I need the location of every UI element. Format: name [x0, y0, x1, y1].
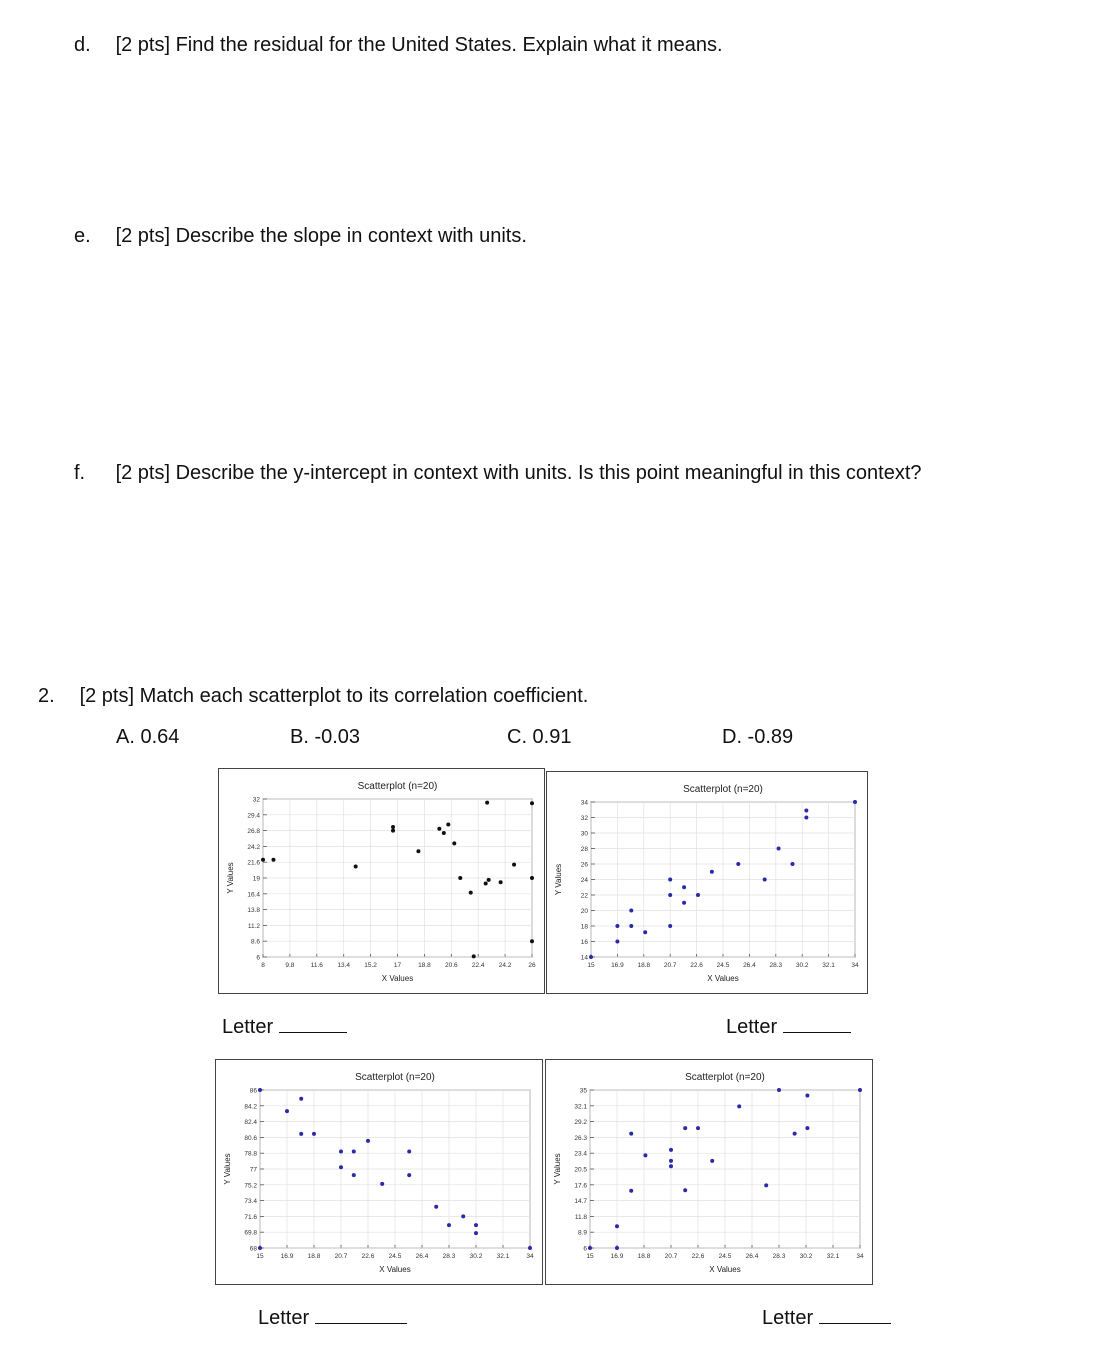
y-tick-label: 19	[252, 875, 260, 883]
y-tick-label: 8.9	[577, 1229, 587, 1237]
x-tick-label: 8	[261, 962, 265, 969]
data-point	[474, 1223, 478, 1227]
scatterplot-2-svg	[547, 772, 867, 993]
data-point	[764, 1183, 768, 1187]
x-tick-label: 16.9	[610, 1253, 624, 1260]
scatterplot-3-svg	[216, 1060, 542, 1284]
x-tick-label: 22.6	[691, 1253, 705, 1260]
y-axis-label: Y Values	[554, 863, 563, 896]
y-axis-label: Y Values	[553, 1153, 562, 1185]
data-point	[858, 1088, 862, 1092]
data-point	[589, 955, 593, 959]
y-tick-label: 35	[579, 1087, 587, 1095]
data-point	[696, 893, 700, 897]
data-point	[416, 849, 420, 853]
x-tick-label: 28.3	[772, 1253, 786, 1260]
x-tick-label: 18.8	[418, 962, 431, 969]
x-tick-label: 16.9	[280, 1253, 294, 1260]
y-tick-label: 80.6	[244, 1134, 257, 1142]
data-point	[669, 1159, 673, 1163]
letter-label-1: Letter	[222, 1016, 274, 1038]
x-tick-label: 24.5	[718, 1253, 732, 1260]
y-tick-label: 26.3	[574, 1134, 587, 1142]
data-point	[285, 1109, 289, 1113]
x-tick-label: 28.3	[442, 1253, 456, 1260]
question-e	[74, 225, 527, 248]
data-point	[668, 893, 672, 897]
x-tick-label: 22.4	[471, 962, 485, 969]
y-tick-label: 77	[249, 1166, 257, 1174]
data-point	[446, 823, 450, 827]
x-tick-label: 30.2	[795, 962, 809, 969]
data-point	[643, 930, 647, 934]
data-point	[669, 1148, 673, 1152]
y-tick-label: 26.8	[247, 828, 260, 836]
data-point	[487, 878, 491, 882]
problem-2-label: 2.	[38, 685, 55, 707]
letter-blank-2[interactable]	[726, 1016, 851, 1039]
chart-title: Scatterplot (n=20)	[355, 1072, 435, 1083]
data-point	[804, 809, 808, 813]
y-tick-label: 6	[256, 954, 260, 962]
y-tick-label: 21.6	[247, 859, 260, 867]
y-tick-label: 84.2	[244, 1103, 257, 1111]
y-tick-label: 16	[580, 939, 588, 946]
y-tick-label: 20.5	[574, 1166, 587, 1174]
data-point	[615, 1224, 619, 1228]
x-tick-label: 15	[256, 1253, 264, 1260]
x-tick-label: 24.5	[716, 962, 730, 969]
data-point	[437, 827, 441, 831]
y-tick-label: 18	[580, 923, 588, 931]
x-tick-label: 15	[586, 1253, 594, 1260]
data-point	[629, 924, 633, 928]
y-tick-label: 34	[580, 799, 588, 807]
y-tick-label: 32	[580, 815, 588, 822]
scatterplot-1-svg	[219, 769, 544, 993]
data-point	[736, 862, 740, 866]
x-tick-label: 22.6	[690, 962, 703, 969]
data-point	[615, 924, 619, 928]
y-tick-label: 11.8	[574, 1213, 587, 1221]
data-point	[530, 801, 534, 805]
x-tick-label: 30.2	[469, 1253, 483, 1260]
y-tick-label: 32.1	[574, 1103, 587, 1111]
letter-line-1[interactable]	[279, 1016, 347, 1033]
y-tick-label: 6	[583, 1245, 587, 1253]
data-point	[271, 858, 275, 862]
y-tick-label: 68	[249, 1245, 257, 1253]
data-point	[668, 878, 672, 882]
chart-title: Scatterplot (n=20)	[685, 1072, 765, 1083]
x-tick-label: 18.8	[307, 1253, 321, 1260]
data-point	[683, 1188, 687, 1192]
x-tick-label: 32.1	[822, 962, 835, 969]
data-point	[629, 909, 633, 913]
x-tick-label: 11.6	[310, 962, 323, 969]
data-point	[696, 1126, 700, 1130]
data-point	[258, 1088, 262, 1092]
letter-blank-1[interactable]	[222, 1016, 347, 1039]
x-tick-label: 18.8	[637, 1253, 651, 1260]
x-tick-label: 34	[526, 1253, 534, 1260]
data-point	[530, 876, 534, 880]
letter-label-4: Letter	[762, 1307, 814, 1329]
data-point	[458, 876, 462, 880]
chart-title: Scatterplot (n=20)	[357, 781, 438, 792]
y-tick-label: 69.8	[244, 1229, 257, 1237]
y-tick-label: 26	[580, 861, 588, 869]
x-tick-label: 34	[856, 1253, 864, 1260]
data-point	[499, 880, 503, 884]
y-tick-label: 29.2	[574, 1119, 587, 1127]
data-point	[261, 858, 265, 862]
data-point	[737, 1104, 741, 1108]
y-tick-label: 8.6	[250, 938, 260, 946]
data-point	[777, 847, 781, 851]
y-tick-label: 14.7	[574, 1198, 587, 1206]
x-tick-label: 26	[528, 962, 536, 969]
data-point	[710, 1159, 714, 1163]
data-point	[682, 885, 686, 889]
y-axis-label: Y Values	[223, 1153, 232, 1185]
data-point	[682, 901, 686, 905]
problem-2-text: [2 pts] Match each scatterplot to its correlation coefficient.	[79, 685, 589, 707]
y-tick-label: 32	[252, 796, 260, 804]
data-point	[683, 1126, 687, 1130]
y-tick-label: 24.2	[247, 843, 260, 851]
question-f	[74, 462, 922, 485]
data-point	[352, 1173, 356, 1177]
x-tick-label: 24.5	[388, 1253, 402, 1260]
data-point	[299, 1132, 303, 1136]
x-axis-label: X Values	[381, 974, 414, 983]
x-tick-label: 16.9	[611, 962, 624, 969]
data-point	[629, 1189, 633, 1193]
data-point	[530, 939, 534, 943]
data-point	[469, 891, 473, 895]
y-tick-label: 29.4	[247, 812, 260, 820]
choice-d: D. -0.89	[722, 726, 794, 748]
x-axis-label: X Values	[709, 1265, 741, 1274]
x-tick-label: 26.4	[415, 1253, 429, 1260]
letter-label-2: Letter	[726, 1016, 778, 1038]
data-point	[299, 1097, 303, 1101]
letter-line-3[interactable]	[315, 1307, 407, 1324]
data-point	[710, 870, 714, 874]
x-tick-label: 26.4	[743, 962, 756, 969]
question-f-text: [2 pts] Describe the y-intercept in context with units. Is this point meaningful in this context?	[115, 462, 922, 484]
x-tick-label: 20.7	[334, 1253, 348, 1260]
data-point	[805, 1126, 809, 1130]
x-tick-label: 30.2	[799, 1253, 813, 1260]
x-tick-label: 15	[587, 962, 595, 969]
x-tick-label: 18.8	[637, 962, 651, 969]
data-point	[777, 1088, 781, 1092]
data-point	[339, 1149, 343, 1153]
y-tick-label: 24	[580, 877, 588, 884]
data-point	[391, 825, 395, 829]
scatterplot-1	[218, 768, 545, 994]
question-e-label: e.	[74, 225, 91, 247]
chart-title: Scatterplot (n=20)	[683, 784, 763, 795]
x-tick-label: 9.8	[285, 962, 295, 969]
data-point	[643, 1153, 647, 1157]
data-point	[668, 924, 672, 928]
y-tick-label: 78.8	[244, 1150, 257, 1158]
letter-label-3: Letter	[258, 1307, 310, 1329]
choice-c: C. 0.91	[507, 726, 572, 748]
data-point	[793, 1132, 797, 1136]
y-tick-label: 17.6	[574, 1182, 587, 1190]
y-tick-label: 20	[580, 908, 588, 915]
data-point	[434, 1205, 438, 1209]
data-point	[485, 801, 489, 805]
y-tick-label: 16.4	[247, 891, 260, 899]
y-tick-label: 75.2	[244, 1182, 257, 1190]
data-point	[312, 1132, 316, 1136]
data-point	[380, 1182, 384, 1186]
data-point	[352, 1149, 356, 1153]
data-point	[354, 864, 358, 868]
data-point	[853, 800, 857, 804]
data-point	[512, 863, 516, 867]
y-tick-label: 82.4	[244, 1119, 257, 1127]
data-point	[339, 1165, 343, 1169]
scatterplot-2	[546, 771, 868, 994]
question-d-label: d.	[74, 34, 91, 56]
choice-b: B. -0.03	[290, 726, 361, 748]
y-axis-label: Y Values	[226, 862, 235, 894]
x-tick-label: 20.7	[664, 1253, 678, 1260]
data-point	[407, 1173, 411, 1177]
y-tick-label: 86	[249, 1087, 257, 1095]
data-point	[669, 1164, 673, 1168]
problem-2	[38, 685, 588, 708]
data-point	[763, 878, 767, 882]
data-point	[804, 816, 808, 820]
data-point	[442, 831, 446, 835]
y-tick-label: 11.2	[247, 922, 260, 930]
data-point	[629, 1132, 633, 1136]
data-point	[447, 1223, 451, 1227]
data-point	[461, 1214, 465, 1218]
choice-a: A. 0.64	[116, 726, 180, 748]
y-tick-label: 28	[580, 846, 588, 853]
data-point	[472, 954, 476, 958]
x-tick-label: 20.7	[663, 962, 677, 969]
x-tick-label: 28.3	[769, 962, 783, 969]
data-point	[805, 1093, 809, 1097]
scatterplot-3	[215, 1059, 543, 1285]
data-point	[528, 1246, 532, 1250]
question-d-text: [2 pts] Find the residual for the United States. Explain what it means.	[115, 34, 723, 56]
y-tick-label: 13.8	[247, 907, 260, 915]
data-point	[452, 841, 456, 845]
x-tick-label: 32.1	[826, 1253, 840, 1260]
data-point	[615, 1246, 619, 1250]
y-tick-label: 71.6	[244, 1213, 257, 1221]
x-tick-label: 22.6	[361, 1253, 375, 1260]
letter-line-2[interactable]	[783, 1016, 851, 1033]
x-tick-label: 26.4	[745, 1253, 759, 1260]
data-point	[366, 1139, 370, 1143]
x-tick-label: 13.4	[337, 962, 351, 969]
y-tick-label: 23.4	[574, 1150, 587, 1158]
y-tick-label: 14	[580, 954, 588, 962]
question-f-label: f.	[74, 462, 86, 484]
letter-blank-3[interactable]	[258, 1307, 407, 1330]
x-tick-label: 15.2	[364, 962, 377, 969]
y-tick-label: 30	[580, 830, 588, 838]
data-point	[474, 1231, 478, 1235]
y-tick-label: 73.4	[244, 1198, 257, 1206]
x-tick-label: 24.2	[498, 962, 512, 969]
data-point	[484, 881, 488, 885]
data-point	[790, 862, 794, 866]
scatterplot-4-svg	[546, 1060, 872, 1284]
data-point	[407, 1149, 411, 1153]
y-tick-label: 22	[580, 892, 588, 900]
question-d	[74, 34, 723, 57]
x-tick-label: 32.1	[496, 1253, 510, 1260]
data-point	[588, 1246, 592, 1250]
letter-line-4[interactable]	[819, 1307, 891, 1324]
question-e-text: [2 pts] Describe the slope in context with units.	[115, 225, 527, 247]
data-point	[258, 1246, 262, 1250]
data-point	[391, 829, 395, 833]
x-tick-label: 20.6	[444, 962, 458, 969]
data-point	[615, 940, 619, 944]
x-tick-label: 17	[393, 962, 402, 969]
scatterplot-4	[545, 1059, 873, 1285]
x-tick-label: 34	[851, 962, 859, 969]
letter-blank-4[interactable]	[762, 1307, 891, 1330]
x-axis-label: X Values	[707, 974, 739, 983]
x-axis-label: X Values	[379, 1265, 411, 1274]
